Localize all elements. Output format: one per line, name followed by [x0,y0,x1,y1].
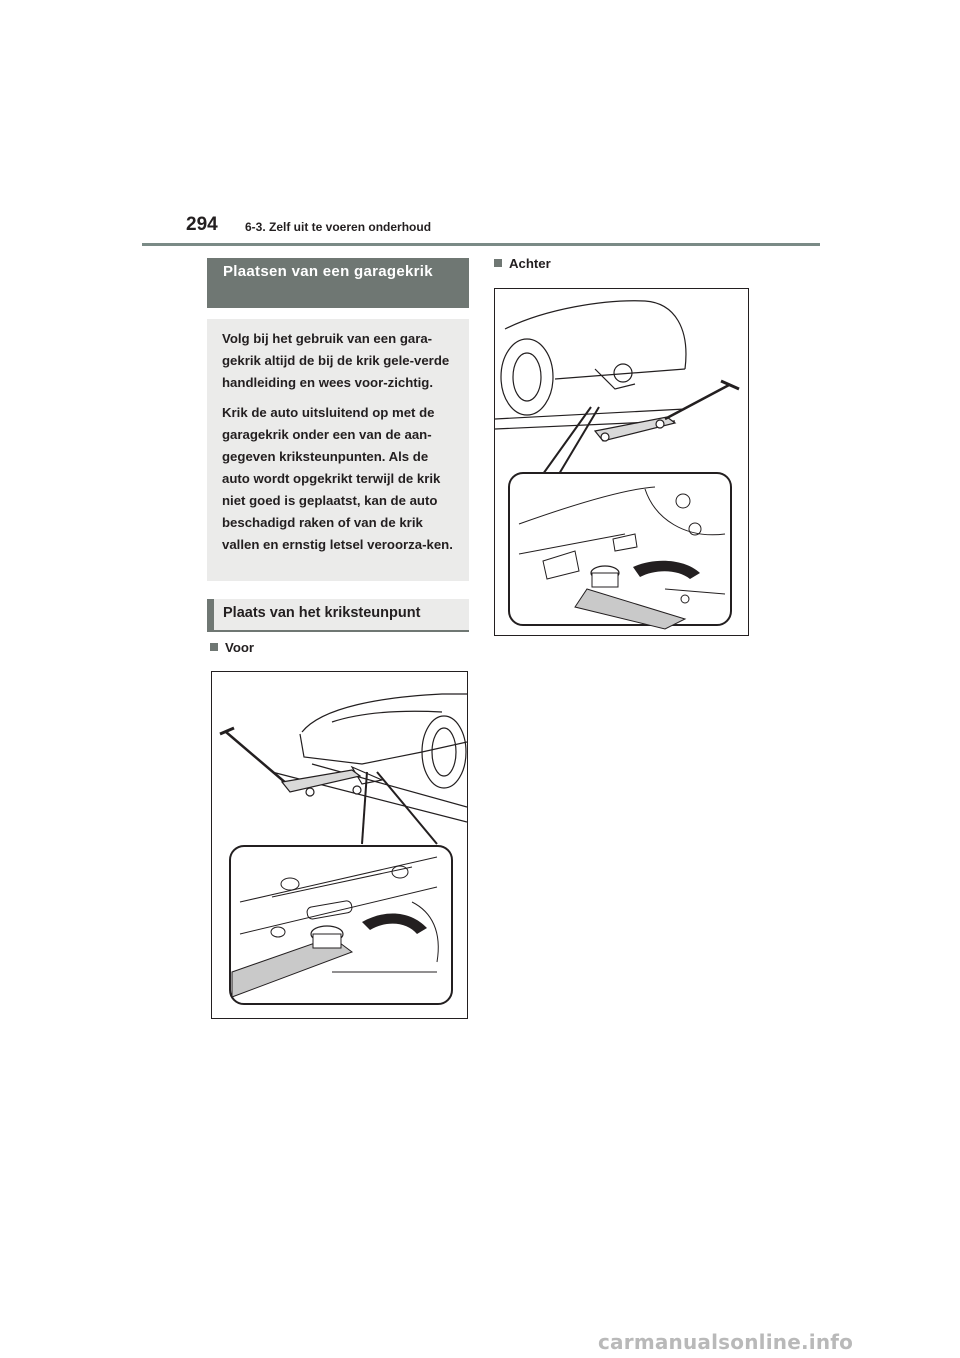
watermark-link[interactable]: carmanualsonline.info [598,1330,854,1354]
note-paragraph-1: Volg bij het gebruik van een gara-gekrik altijd de bij de krik gele-verde handleiding en wees voor-zichtig. [222,331,450,390]
main-heading: Plaatsen van een garagekrik [207,258,469,308]
caution-note [207,319,469,581]
sub-heading: Plaats van het kriksteunpunt [207,599,469,632]
front-jack-illustration [211,671,468,1019]
front-label-text: Voor [225,640,255,655]
note-paragraph-2: Krik de auto uitsluitend op met de garagekrik onder een van de aan-gegeven kriksteunpunten. Als de auto wordt opgekrikt terwijl de krik niet goed is geplaatst, kan de auto beschadigd raken of van de krik vallen en ernstig letsel veroorza-ken. [222,405,453,552]
rear-label [494,256,551,271]
front-jack-drawing [212,672,467,1018]
bullet-square-icon [494,259,502,267]
front-label [210,640,254,655]
header-divider [142,243,820,246]
rear-jack-illustration [494,288,749,636]
section-title: 6-3. Zelf uit te voeren onderhoud [245,220,432,234]
page-number: 294 [186,214,218,235]
bullet-square-icon [210,643,218,651]
rear-jack-drawing [495,289,748,635]
rear-label-text: Achter [509,256,551,271]
